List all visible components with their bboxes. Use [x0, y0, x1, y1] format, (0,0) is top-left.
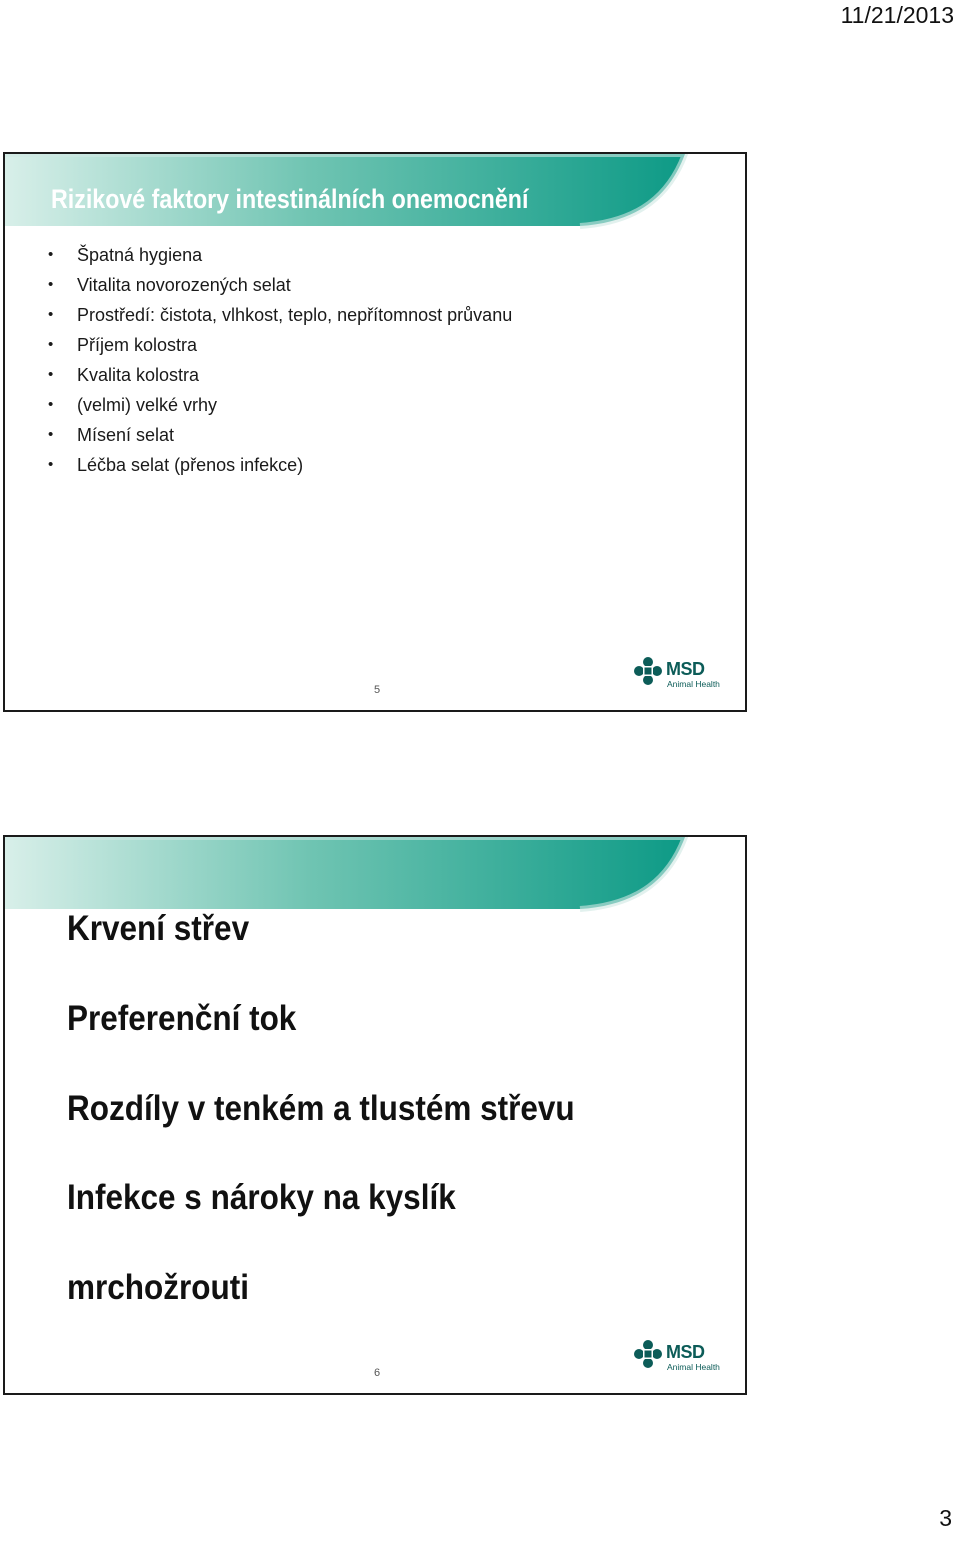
bullet-dot-icon: • [48, 456, 54, 473]
bullet-dot-icon: • [48, 246, 54, 263]
msd-logo [633, 656, 733, 696]
bullet-dot-icon: • [48, 306, 54, 323]
bullet-item: • Prostředí: čistota, vlhkost, teplo, nepřítomnost průvanu [45, 300, 512, 330]
msd-logo [633, 1339, 733, 1379]
msd-logo-name: MSD [666, 1342, 705, 1362]
msd-logo-name: MSD [666, 659, 705, 679]
msd-logo-subtitle: Animal Health [667, 679, 720, 689]
slide-6 [3, 835, 747, 1395]
page-date: 11/21/2013 [840, 2, 954, 28]
slide-5 [3, 152, 747, 712]
bullet-item: • Vitalita novorozených selat [45, 270, 512, 300]
bullet-dot-icon: • [48, 426, 54, 443]
bullet-dot-icon: • [48, 336, 54, 353]
msd-logo-subtitle: Animal Health [667, 1362, 720, 1372]
msd-logo-icon [633, 656, 663, 686]
page-number: 3 [939, 1505, 952, 1531]
bullet-item: • Kvalita kolostra [45, 360, 512, 390]
slide-number: 5 [373, 684, 381, 696]
bullet-item: • (velmi) velké vrhy [45, 390, 512, 420]
bullet-list [45, 240, 512, 480]
bullet-dot-icon: • [48, 366, 54, 383]
bullet-item: • Špatná hygiena [45, 240, 512, 270]
slide-item: Krvení střev [67, 909, 250, 948]
bullet-item: • Léčba selat (přenos infekce) [45, 450, 512, 480]
msd-logo-icon [633, 1339, 663, 1369]
bullet-dot-icon: • [48, 396, 54, 413]
slide-title: Rizikové faktory intestinálních onemocnění [51, 184, 529, 214]
slide-item: mrchožrouti [67, 1268, 250, 1307]
bullet-item: • Příjem kolostra [45, 330, 512, 360]
slide-item: Rozdíly v tenkém a tlustém střevu [67, 1089, 575, 1128]
bullet-dot-icon: • [48, 276, 54, 293]
slide-item: Preferenční tok [67, 999, 297, 1038]
slide-item: Infekce s nároky na kyslík [67, 1178, 456, 1217]
slide-number: 6 [373, 1367, 381, 1379]
bullet-item: • Mísení selat [45, 420, 512, 450]
